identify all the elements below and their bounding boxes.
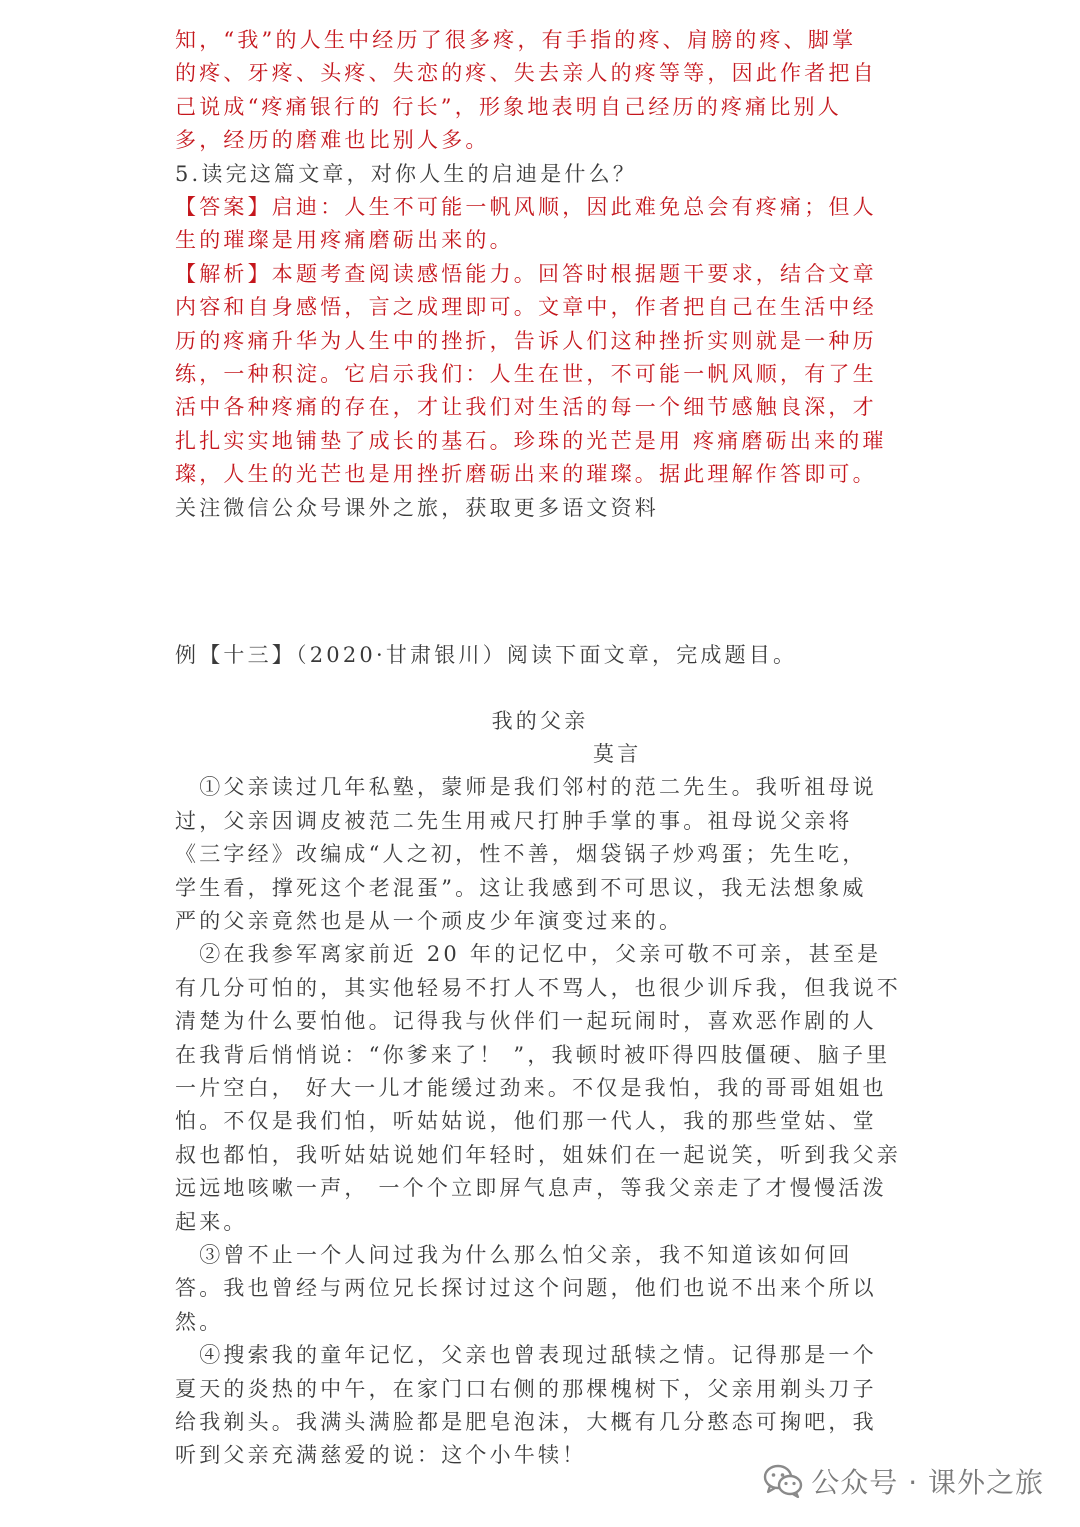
analysis-line: 练，一种积淀。它启示我们：人生在世，不可能一帆风顺，有了生: [175, 362, 877, 387]
analysis-line: 【解析】本题考查阅读感悟能力。回答时根据题干要求，结合文章: [175, 261, 877, 286]
answer-line: 的疼、牙疼、头疼、失恋的疼、失去亲人的疼等等，因此作者把自: [175, 61, 877, 86]
paragraph-line: 过，父亲因调皮被范二先生用戒尺打肿手掌的事。祖母说父亲将: [175, 808, 853, 833]
answer-line: 己说成“疼痛银行的 行长”，形象地表明自己经历的疼痛比别人: [175, 94, 842, 119]
paragraph-line: 远远地咳嗽一声， 一个个立即屏气息声，等我父亲走了才慢慢活泼: [175, 1176, 887, 1201]
paragraph-line: 答。我也曾经与两位兄长探讨过这个问题，他们也说不出来个所以: [175, 1276, 877, 1301]
answer-line: 多，经历的磨难也比别人多。: [175, 128, 490, 153]
document-page: [175, 24, 905, 1473]
paragraph-line: 夏天的炎热的中午，在家门口右侧的那棵槐树下，父亲用剃头刀子: [175, 1376, 877, 1401]
paragraph-line: 严的父亲竟然也是从一个顽皮少年演变过来的。: [175, 908, 684, 933]
paragraph-line: 起来。: [175, 1209, 248, 1234]
paragraph-line: 给我剃头。我满头满脸都是肥皂泡沫，大概有几分憨态可掬吧，我: [175, 1410, 877, 1435]
paragraph-line: ④搜索我的童年记忆，父亲也曾表现过舐犊之情。记得那是一个: [175, 1343, 877, 1368]
answer-line: 知，“我”的人生中经历了很多疼，有手指的疼、肩膀的疼、脚掌: [175, 28, 857, 52]
question-5: 5.读完这篇文章，对你人生的启迪是什么？: [175, 161, 638, 186]
analysis-line: 扎扎实实地铺垫了成长的基石。珍珠的光芒是用 疼痛磨砺出来的璀: [175, 428, 887, 453]
paragraph-line: ②在我参军离家前近 20 年的记忆中，父亲可敬不可亲，甚至是: [175, 942, 882, 967]
article-author: 莫言: [593, 741, 642, 766]
paragraph-line: 怕。不仅是我们怕，听姑姑说，他们那一代人，我的那些堂姑、堂: [175, 1109, 877, 1134]
paragraph-line: ③曾不止一个人问过我为什么那么怕父亲，我不知道该如何回: [175, 1243, 853, 1267]
wechat-icon: [763, 1464, 803, 1498]
answer-5: [175, 191, 905, 258]
analysis-line: 历的疼痛升华为人生中的挫折，告诉人们这种挫折实则就是一种历: [175, 328, 877, 353]
paragraph-3: [175, 1239, 905, 1339]
paragraph-line: 一片空白， 好大一儿才能缓过劲来。不仅是我怕，我的哥哥姐姐也: [175, 1075, 887, 1100]
analysis-5: [175, 258, 905, 492]
analysis-line: 内容和自身感悟，言之成理即可。文章中，作者把自己在生活中经: [175, 295, 877, 320]
watermark-text: 公众号 · 课外之旅: [811, 1466, 1044, 1499]
answer-line: 生的璀璨是用疼痛磨砺出来的。: [175, 228, 514, 253]
paragraph-line: 《三字经》改编成“人之初，性不善，烟袋锅子炒鸡蛋；先生吃，: [175, 842, 867, 867]
spacer: [175, 525, 905, 639]
wechat-watermark: [763, 1461, 1044, 1501]
paragraph-1: [175, 771, 905, 938]
paragraph-line: 清楚为什么要怕他。记得我与伙伴们一起玩闹时，喜欢恶作剧的人: [175, 1009, 877, 1034]
article-title: 我的父亲: [491, 708, 589, 733]
paragraph-line: 然。: [175, 1309, 224, 1334]
paragraph-line: ①父亲读过几年私塾，蒙师是我们邻村的范二先生。我听祖母说: [175, 775, 877, 800]
paragraph-line: 叔也都怕，我听姑姑说她们年轻时，姐妹们在一起说笑，听到我父亲: [175, 1142, 901, 1167]
follow-note: 关注微信公众号课外之旅，获取更多语文资料: [175, 495, 659, 520]
example-heading: 例【十三】（2020·甘肃银川）阅读下面文章，完成题目。: [175, 643, 798, 668]
paragraph-line: 有几分可怕的，其实他轻易不打人不骂人，也很少训斥我，但我说不: [175, 975, 901, 1000]
answer-continuation: [175, 24, 905, 158]
answer-line: 【答案】启迪：人生不可能一帆风顺，因此难免总会有疼痛；但人: [175, 195, 877, 220]
paragraph-line: 听到父亲充满慈爱的说：这个小牛犊！: [175, 1443, 587, 1468]
paragraph-line: 在我背后悄悄说：“你爹来了！ ”，我顿时被吓得四肢僵硬、脑子里: [175, 1042, 891, 1067]
paragraph-line: 学生看，撑死这个老混蛋”。这让我感到不可思议，我无法想象威: [175, 875, 867, 900]
paragraph-4: [175, 1339, 905, 1473]
spacer: [175, 673, 905, 705]
analysis-line: 璨，人生的光芒也是用挫折磨砺出来的璀璨。据此理解作答即可。: [175, 462, 877, 487]
paragraph-2: [175, 938, 905, 1239]
analysis-line: 活中各种疼痛的存在，才让我们对生活的每一个细节感触良深，才: [175, 395, 877, 420]
